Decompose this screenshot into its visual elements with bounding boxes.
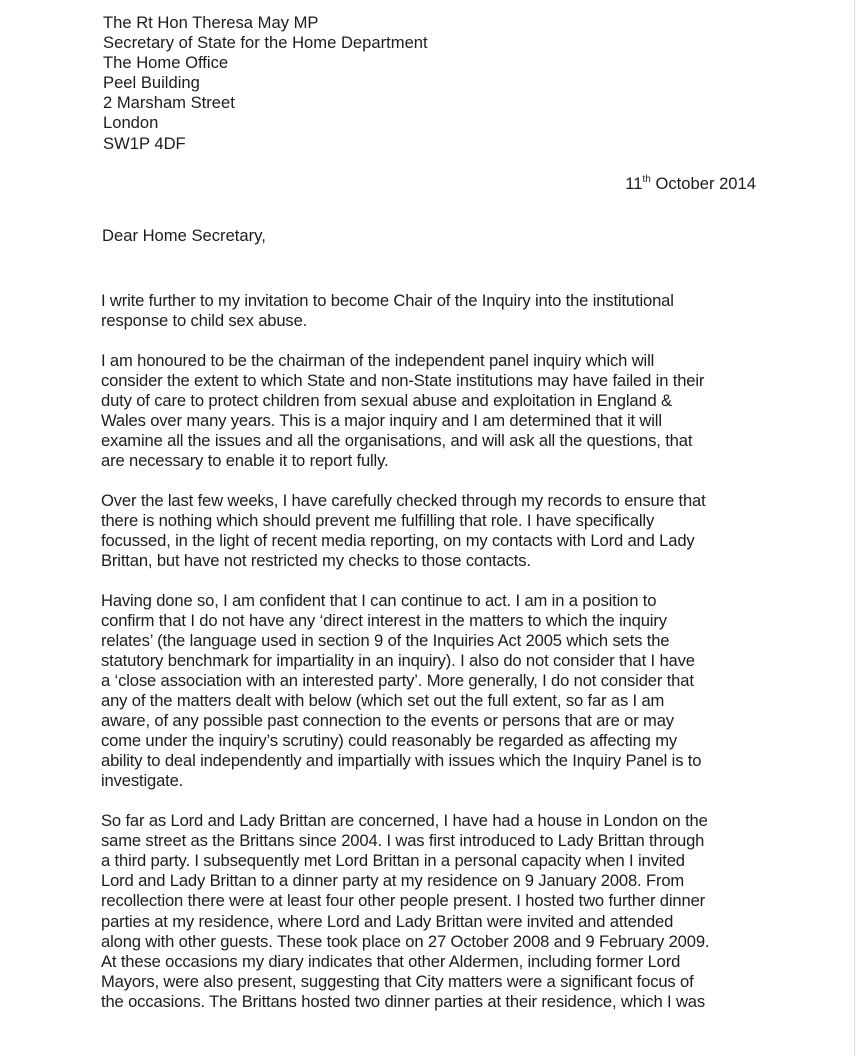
paragraph-invitation: [101, 291, 761, 331]
text-line: relates’ (the language used in section 9 of the Inquiries Act 2005 which sets the: [101, 630, 670, 650]
address-line: The Home Office: [103, 53, 229, 73]
text-line: examine all the issues and all the organisations, and will ask all the questions, that: [101, 431, 693, 451]
text-line: Wales over many years. This is a major inquiry and I am determined that it will: [101, 410, 662, 430]
salutation: Dear Home Secretary,: [102, 226, 266, 245]
text-line: ability to deal independently and impartially with issues which the Inquiry Panel is to: [101, 751, 702, 771]
text-line: Having done so, I am confident that I can continue to act. I am in a position to: [101, 590, 657, 610]
paragraph-brittan-contacts: [101, 811, 761, 1012]
date-suffix: th: [642, 174, 651, 185]
paragraph-confidence: [101, 591, 761, 792]
text-line: response to child sex abuse.: [101, 311, 308, 331]
date-day: 11: [625, 174, 643, 193]
text-line: I am honoured to be the chairman of the independent panel inquiry which will: [101, 350, 655, 370]
date-month-year: October 2014: [655, 174, 756, 193]
paragraph-records-check: [101, 491, 761, 571]
text-line: I write further to my invitation to become Chair of the Inquiry into the institutional: [101, 291, 674, 310]
text-line: consider the extent to which State and non-State institutions may have failed in their: [101, 370, 705, 390]
text-line: statutory benchmark for impartiality in an inquiry). I also do not consider that I have: [101, 650, 695, 670]
letter-body: [101, 291, 761, 1032]
text-line: So far as Lord and Lady Brittan are concerned, I have had a house in London on the: [101, 811, 708, 831]
text-line: there is nothing which should prevent me fulfilling that role. I have specifically: [101, 510, 655, 530]
address-line: Secretary of State for the Home Department: [103, 33, 428, 53]
text-line: focussed, in the light of recent media reporting, on my contacts with Lord and Lady: [101, 530, 695, 550]
address-line: SW1P 4DF: [103, 133, 186, 153]
text-line: duty of care to protect children from sexual abuse and exploitation in England &: [101, 390, 672, 410]
page-edge-line: [854, 0, 855, 1056]
text-line: aware, of any possible past connection to the events or persons that are or may: [101, 711, 674, 731]
text-line: any of the matters dealt with below (which set out the full extent, so far as I am: [101, 691, 665, 711]
text-line: Mayors, were also present, suggesting that City matters were a significant focus of: [101, 971, 694, 991]
text-line: along with other guests. These took place on 27 October 2008 and 9 February 2009.: [101, 931, 710, 951]
text-line: a third party. I subsequently met Lord Brittan in a personal capacity when I invited: [101, 851, 685, 871]
text-line: Lord and Lady Brittan to a dinner party at my residence on 9 January 2008. From: [101, 871, 685, 891]
text-line: investigate.: [101, 771, 184, 791]
text-line: are necessary to enable it to report fully.: [101, 451, 389, 471]
text-line: recollection there were at least four other people present. I hosted two further dinner: [101, 891, 706, 911]
address-line: 2 Marsham Street: [103, 93, 235, 113]
text-line: same street as the Brittans since 2004. I was first introduced to Lady Brittan through: [101, 831, 705, 851]
recipient-address: [103, 13, 603, 154]
address-line: The Rt Hon Theresa May MP: [103, 13, 319, 32]
paragraph-honoured: [101, 351, 761, 472]
text-line: the occasions. The Brittans hosted two dinner parties at their residence, which I was: [101, 991, 705, 1011]
text-line: parties at my residence, where Lord and Lady Brittan were invited and attended: [101, 911, 674, 931]
text-line: At these occasions my diary indicates that other Aldermen, including former Lord: [101, 951, 681, 971]
text-line: confirm that I do not have any ‘direct interest in the matters to which the inquiry: [101, 610, 667, 630]
address-line: London: [103, 113, 159, 133]
letter-date: [625, 174, 756, 194]
text-line: Over the last few weeks, I have carefully checked through my records to ensure that: [101, 490, 706, 510]
text-line: Brittan, but have not restricted my checks to those contacts.: [101, 551, 531, 571]
address-line: Peel Building: [103, 73, 200, 93]
text-line: a ‘close association with an interested party’. More generally, I do not consider that: [101, 671, 694, 690]
text-line: come under the inquiry’s scrutiny) could reasonably be regarded as affecting my: [101, 731, 678, 751]
